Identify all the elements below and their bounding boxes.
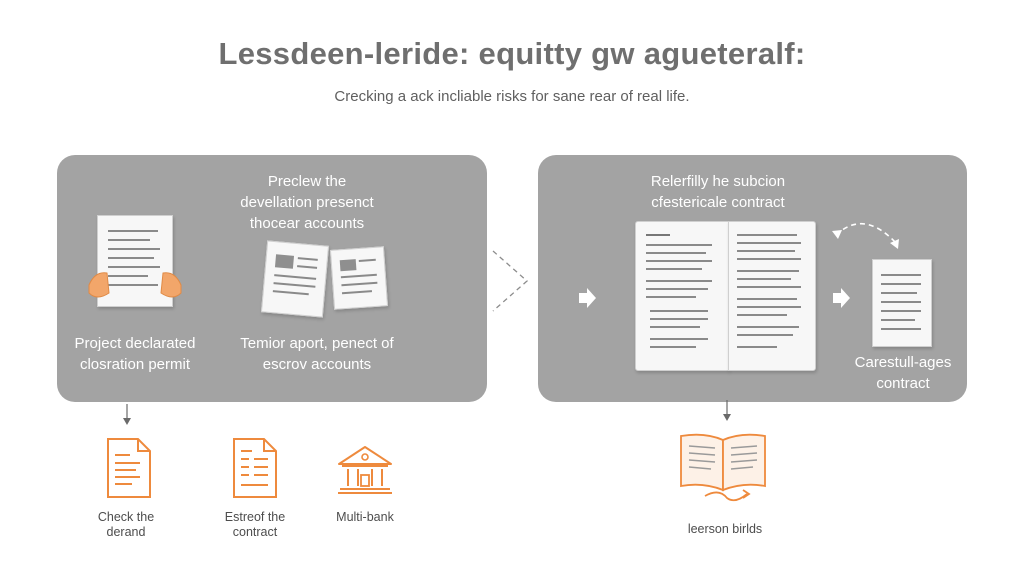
document-icon	[106, 437, 152, 499]
arrow-right-icon	[576, 287, 598, 309]
caption-line: Carestull-ages	[854, 354, 952, 371]
contract-right-page	[728, 221, 816, 371]
arrow-down-icon	[720, 400, 734, 424]
heading-line: Preclew the	[267, 173, 347, 190]
right-panel-heading	[618, 171, 818, 213]
statement-page-icon	[330, 246, 388, 310]
arrow-down-icon	[120, 404, 134, 428]
connector-chevron-icon	[487, 245, 539, 315]
right-panel	[538, 155, 967, 402]
right-caption	[838, 352, 968, 394]
heading-line: thocear accounts	[249, 215, 365, 232]
caption-line: closration permit	[79, 356, 191, 373]
open-book-icon	[675, 430, 771, 508]
page-subtitle: Crecking a ack incliable risks for sane rear of real life.	[334, 88, 690, 105]
label-line: leerson birlds	[687, 522, 763, 536]
left-caption-escrow	[217, 333, 417, 375]
label-line: derand	[106, 525, 146, 539]
caption-line: Temior aport, penect of	[240, 335, 394, 352]
page-title: Lessdeen-leride: equitty gw agueteralf:	[218, 36, 806, 71]
caption-line: Project declarated	[74, 335, 196, 352]
label-line: Check the	[97, 510, 155, 524]
bottom-label-multibank	[315, 510, 415, 525]
caption-line: contract	[876, 375, 930, 392]
curved-arrow-icon	[828, 213, 908, 255]
heading-line: devellation presenct	[240, 194, 374, 211]
caption-line: escrov accounts	[262, 356, 372, 373]
left-panel	[57, 155, 487, 402]
bottom-label-contract	[205, 510, 305, 540]
heading-line: Relerfilly he subcion	[650, 173, 786, 190]
result-document-icon	[872, 259, 932, 347]
bottom-label-lessons	[660, 522, 790, 537]
bank-icon	[336, 444, 394, 496]
contract-icon	[232, 437, 278, 499]
arrow-right-icon	[830, 287, 852, 309]
heading-line: cfestericale contract	[651, 194, 785, 211]
bottom-label-check-derand	[76, 510, 176, 540]
left-panel-heading	[187, 171, 427, 234]
left-caption-permit	[65, 333, 205, 375]
label-line: contract	[232, 525, 278, 539]
label-line: Multi-bank	[336, 510, 394, 524]
hands-icon	[85, 263, 185, 305]
report-page-icon	[261, 240, 329, 317]
label-line: Estreof the	[224, 510, 286, 524]
contract-left-page	[635, 221, 729, 371]
